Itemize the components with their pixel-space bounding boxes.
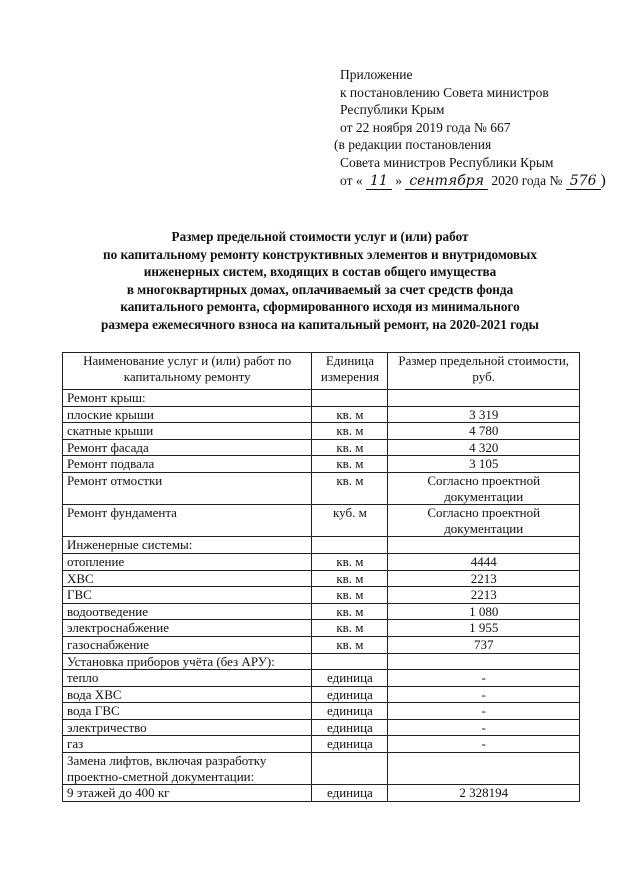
cell-service: Инженерные системы: bbox=[63, 537, 312, 554]
cell-cost: 4 780 bbox=[388, 423, 580, 440]
cell-unit: единица bbox=[312, 703, 388, 720]
header-line: к постановлению Совета министров bbox=[340, 84, 549, 100]
cell-unit: кв. м bbox=[312, 553, 388, 570]
cell-unit bbox=[312, 753, 388, 785]
title-line: в многоквартирных домах, оплачиваемый за счет средств фонда bbox=[126, 281, 514, 297]
cell-cost: - bbox=[388, 703, 580, 720]
table-row bbox=[63, 670, 580, 687]
cell-cost: - bbox=[388, 686, 580, 703]
title-line: размера ежемесячного взноса на капитальный ремонт, на 2020-2021 годы bbox=[101, 316, 539, 332]
table-row bbox=[63, 603, 580, 620]
cell-unit: кв. м bbox=[312, 587, 388, 604]
cell-unit: кв. м bbox=[312, 620, 388, 637]
cell-service: 9 этажей до 400 кг bbox=[63, 785, 312, 802]
cell-cost bbox=[388, 753, 580, 785]
cell-unit: кв. м bbox=[312, 472, 388, 504]
cell-unit bbox=[312, 390, 388, 407]
header-line: Совета министров Республики Крым bbox=[340, 154, 554, 170]
cell-unit: кв. м bbox=[312, 423, 388, 440]
header-line: (в редакции постановления bbox=[334, 137, 492, 153]
cell-service: скатные крыши bbox=[63, 423, 312, 440]
cell-cost: 4 320 bbox=[388, 439, 580, 456]
cell-unit: единица bbox=[312, 670, 388, 687]
cell-service: Ремонт отмостки bbox=[63, 472, 312, 504]
cell-unit: единица bbox=[312, 719, 388, 736]
table-row bbox=[63, 423, 580, 440]
table-row bbox=[63, 587, 580, 604]
cell-unit: кв. м bbox=[312, 456, 388, 473]
title-line: инженерных систем, входящих в состав общего имущества bbox=[143, 264, 497, 280]
handwritten-number: 576 bbox=[566, 173, 601, 190]
closing-bracket: ) bbox=[600, 171, 606, 189]
header-line: Республики Крым bbox=[340, 102, 445, 118]
cell-cost: Согласно проектной документации bbox=[388, 472, 580, 504]
column-header-service: Наименование услуг и (или) работ по капитальному ремонту bbox=[63, 353, 312, 390]
cell-cost: - bbox=[388, 736, 580, 753]
table-body bbox=[63, 390, 580, 802]
table-row bbox=[63, 570, 580, 587]
cell-service: вода ГВС bbox=[63, 703, 312, 720]
cell-cost bbox=[388, 653, 580, 670]
cell-service: Установка приборов учёта (без АРУ): bbox=[63, 653, 312, 670]
table-row bbox=[63, 472, 580, 504]
cell-unit: кв. м bbox=[312, 636, 388, 653]
title-line: по капитальному ремонту конструктивных элементов и внутридомовых bbox=[103, 246, 537, 262]
column-header-cost: Размер предельной стоимости, руб. bbox=[388, 353, 580, 390]
cell-service: плоские крыши bbox=[63, 406, 312, 423]
cell-service: ХВС bbox=[63, 570, 312, 587]
cell-service: газ bbox=[63, 736, 312, 753]
table-row bbox=[63, 406, 580, 423]
cell-cost: - bbox=[388, 719, 580, 736]
document-header bbox=[334, 66, 606, 189]
cell-service: тепло bbox=[63, 670, 312, 687]
cell-cost: 2213 bbox=[388, 570, 580, 587]
table-row bbox=[63, 636, 580, 653]
cell-service: Ремонт фундамента bbox=[63, 505, 312, 537]
cell-cost bbox=[388, 390, 580, 407]
cell-unit: единица bbox=[312, 686, 388, 703]
cell-service: водоотведение bbox=[63, 603, 312, 620]
header-line: от 22 ноября 2019 года № 667 bbox=[340, 119, 511, 135]
table-row bbox=[63, 439, 580, 456]
cell-unit: кв. м bbox=[312, 406, 388, 423]
cell-service: Ремонт крыш: bbox=[63, 390, 312, 407]
cell-service: электроснабжение bbox=[63, 620, 312, 637]
cell-cost: 3 105 bbox=[388, 456, 580, 473]
date-quote: » bbox=[395, 172, 402, 188]
cell-unit: кв. м bbox=[312, 439, 388, 456]
table-row bbox=[63, 719, 580, 736]
handwritten-day: 11 bbox=[366, 173, 392, 190]
date-prefix: от « bbox=[340, 172, 363, 188]
table-row bbox=[63, 553, 580, 570]
handwritten-month: сентября bbox=[405, 173, 488, 190]
title-line: Размер предельной стоимости услуг и (или) работ bbox=[171, 229, 469, 244]
table-header-row bbox=[63, 353, 580, 390]
table-row bbox=[63, 703, 580, 720]
cell-cost: 737 bbox=[388, 636, 580, 653]
cost-table bbox=[62, 352, 580, 802]
cell-service: электричество bbox=[63, 719, 312, 736]
cell-cost: 2213 bbox=[388, 587, 580, 604]
cell-service: ГВС bbox=[63, 587, 312, 604]
column-header-unit: Единица измерения bbox=[312, 353, 388, 390]
table-row bbox=[63, 653, 580, 670]
cell-cost: Согласно проектной документации bbox=[388, 505, 580, 537]
table-row bbox=[63, 390, 580, 407]
cell-unit: единица bbox=[312, 785, 388, 802]
cell-service: вода ХВС bbox=[63, 686, 312, 703]
date-year: 2020 года № bbox=[491, 172, 563, 188]
table-row bbox=[63, 620, 580, 637]
table-row bbox=[63, 537, 580, 554]
cell-cost: 2 328194 bbox=[388, 785, 580, 802]
document-title bbox=[0, 228, 640, 334]
title-line: капитального ремонта, сформированного исходя из минимального bbox=[120, 299, 520, 315]
cell-unit: куб. м bbox=[312, 505, 388, 537]
cell-service: Замена лифтов, включая разработку проектно-сметной документации: bbox=[63, 753, 312, 785]
cell-cost: - bbox=[388, 670, 580, 687]
table-row bbox=[63, 753, 580, 785]
table-row bbox=[63, 686, 580, 703]
cell-service: Ремонт фасада bbox=[63, 439, 312, 456]
table-row bbox=[63, 785, 580, 802]
cell-cost: 4444 bbox=[388, 553, 580, 570]
table-row bbox=[63, 736, 580, 753]
cell-unit: единица bbox=[312, 736, 388, 753]
cell-cost: 1 080 bbox=[388, 603, 580, 620]
table-row bbox=[63, 456, 580, 473]
cell-cost: 3 319 bbox=[388, 406, 580, 423]
cell-unit bbox=[312, 653, 388, 670]
table-row bbox=[63, 505, 580, 537]
cell-unit: кв. м bbox=[312, 603, 388, 620]
header-date-line bbox=[340, 172, 606, 190]
cell-unit bbox=[312, 537, 388, 554]
cell-cost: 1 955 bbox=[388, 620, 580, 637]
cell-unit: кв. м bbox=[312, 570, 388, 587]
header-line: Приложение bbox=[340, 67, 413, 82]
cell-service: газоснабжение bbox=[63, 636, 312, 653]
cell-cost bbox=[388, 537, 580, 554]
cell-service: Ремонт подвала bbox=[63, 456, 312, 473]
cell-service: отопление bbox=[63, 553, 312, 570]
